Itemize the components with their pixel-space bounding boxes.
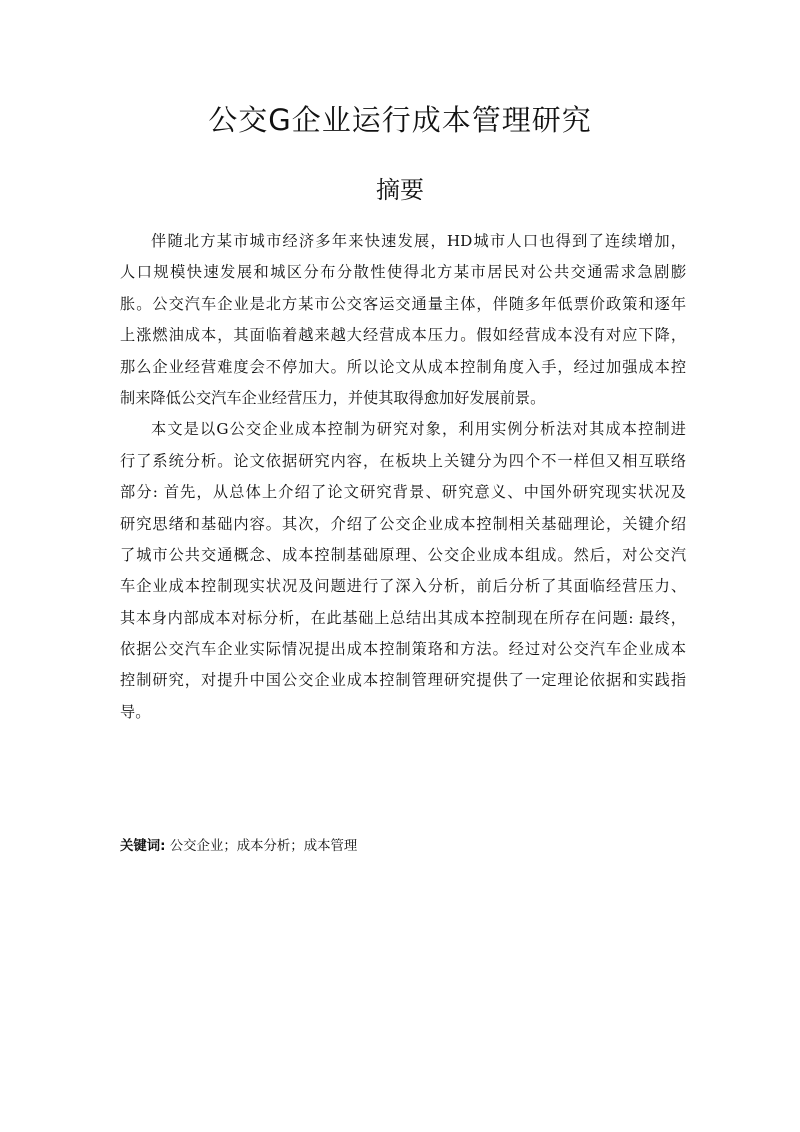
paragraph-line: 那么企业经营难度会不停加大。所以论文从成本控制角度入手，经过加强成本控 bbox=[120, 357, 686, 376]
document-title: 公交G企业运行成本管理研究 bbox=[208, 103, 592, 137]
abstract-body bbox=[120, 226, 686, 728]
keywords bbox=[120, 836, 357, 858]
paragraph-line: 了城市公共交通概念、成本控制基础原理、公交企业成本组成。然后，对公交汽 bbox=[120, 545, 686, 564]
abstract-paragraph bbox=[120, 414, 686, 728]
paragraph-line: 其本身内部成本对标分析，在此基础上总结出其成本控制现在所存在问题: 最终， bbox=[120, 608, 686, 627]
paragraph-line: 部分: 首先，从总体上介绍了论文研究背景、研究意义、中国外研究现实状况及 bbox=[120, 483, 686, 502]
paragraph-line: 研究思绪和基础内容。其次，介绍了公交企业成本控制相关基础理论，关键介绍 bbox=[120, 514, 686, 533]
abstract-heading: 摘要 bbox=[376, 176, 424, 204]
paragraph-line: 导。 bbox=[120, 702, 151, 721]
paragraph-line: 上涨燃油成本，其面临着越来越大经营成本压力。假如经营成本没有对应下降， bbox=[120, 326, 686, 345]
paragraph-line: 依据公交汽车企业实际情况提出成本控制策珞和方法。经过对公交汽车企业成本 bbox=[120, 640, 686, 659]
paragraph-line: 胀。公交汽车企业是北方某市公交客运交通量主体，伴随多年低票价政策和逐年 bbox=[120, 294, 686, 313]
keywords-value: 公交企业；成本分析；成本管理 bbox=[169, 839, 358, 854]
paragraph-line: 制来降低公交汽车企业经营压力，并使其取得愈加好发展前景。 bbox=[120, 388, 546, 407]
paragraph-line: 伴随北方某市城市经济多年来快速发展，HD城市人口也得到了连续增加， bbox=[151, 232, 686, 250]
paragraph-line: 本文是以G公交企业成本控制为研究对象，利用实例分析法对其成本控制进 bbox=[151, 420, 686, 439]
paragraph-line: 车企业成本控制现实状况及问题进行了深入分析，前后分析了其面临经营压力、 bbox=[120, 577, 686, 596]
abstract-paragraph bbox=[120, 226, 686, 414]
paragraph-line: 行了系统分析。论文依据研究内容，在板块上关键分为四个不一样但又相互联络 bbox=[120, 451, 686, 470]
keywords-label: 关键词: bbox=[120, 839, 166, 854]
paragraph-line: 人口规模快速发展和城区分布分散性使得北方某市居民对公共交通需求急剧膨 bbox=[120, 263, 686, 282]
paragraph-line: 控制研究，对提升中国公交企业成本控制管理研究提供了一定理论依据和实践指 bbox=[120, 671, 686, 690]
